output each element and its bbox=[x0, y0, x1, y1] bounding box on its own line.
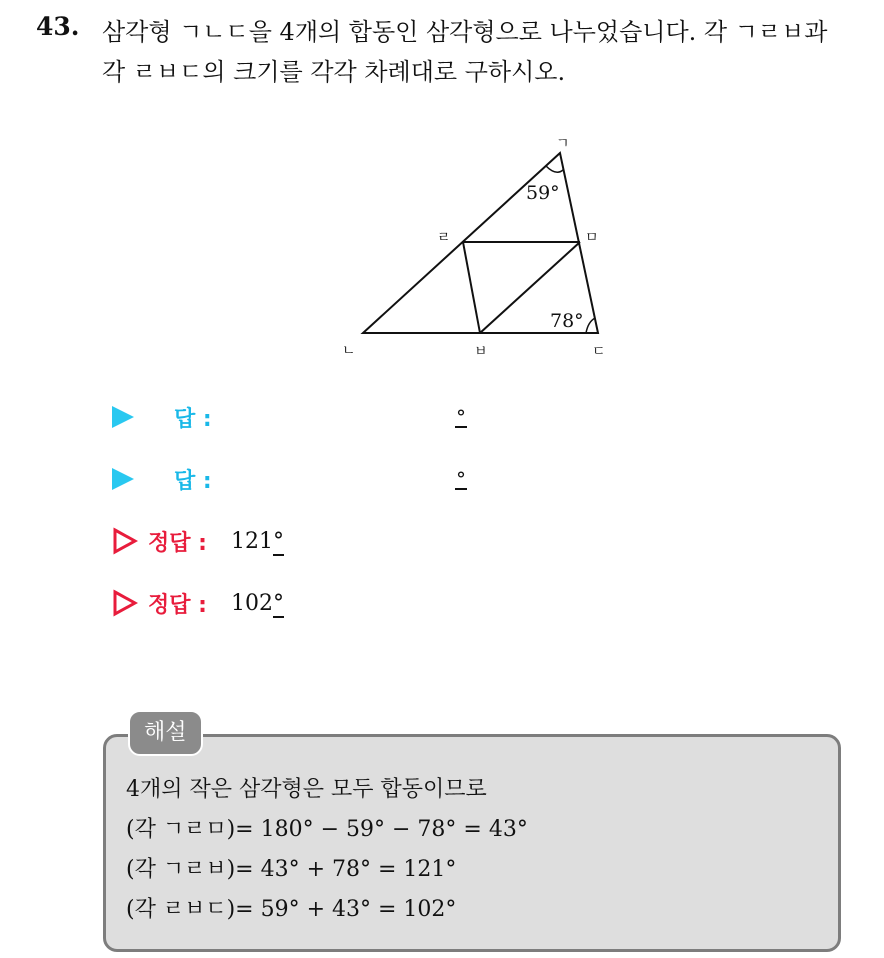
vertex-label-g: ㄱ bbox=[556, 136, 570, 152]
explanation-text bbox=[126, 770, 528, 930]
answer-label: 답 : bbox=[174, 468, 212, 494]
question-line: 각 ㄹㅂㄷ의 크기를 각각 차례대로 구하시오. bbox=[102, 58, 566, 86]
vertex-label-r: ㄹ bbox=[437, 230, 451, 246]
vertex-label-m: ㅁ bbox=[585, 230, 599, 246]
correct-value: 102° bbox=[230, 590, 284, 616]
answer-arrow-icon bbox=[112, 468, 134, 490]
correct-arrow-icon bbox=[112, 527, 138, 555]
vertex-label-n: ㄴ bbox=[342, 343, 356, 359]
vertex-label-b: ㅂ bbox=[474, 344, 488, 360]
angle-arc-top bbox=[546, 166, 563, 172]
answer-row bbox=[112, 462, 212, 496]
segment-r-b bbox=[463, 242, 480, 333]
correct-answer-row bbox=[112, 586, 284, 620]
angle-label-top: 59° bbox=[526, 182, 560, 204]
correct-label: 정답 : bbox=[148, 530, 207, 556]
explanation-tab: 해설 bbox=[128, 710, 203, 756]
explanation-line: (각 ㄹㅂㄷ)= 59° + 43° = 102° bbox=[126, 897, 457, 922]
question-number: 43. bbox=[36, 12, 80, 41]
explanation-line: (각 ㄱㄹㅁ)= 180° − 59° − 78° = 43° bbox=[126, 817, 528, 842]
answer-label: 답 : bbox=[174, 406, 212, 432]
explanation-line: (각 ㄱㄹㅂ)= 43° + 78° = 121° bbox=[126, 857, 457, 882]
angle-arc-bottom bbox=[586, 318, 595, 333]
correct-arrow-icon bbox=[112, 589, 138, 617]
question-line: 삼각형 ㄱㄴㄷ을 4개의 합동인 삼각형으로 나누었습니다. 각 ㄱㄹㅂ과 bbox=[102, 18, 828, 46]
correct-label: 정답 : bbox=[148, 592, 207, 618]
explanation-line: 4개의 작은 삼각형은 모두 합동이므로 bbox=[126, 777, 487, 802]
vertex-label-d: ㄷ bbox=[592, 344, 606, 360]
answer-row bbox=[112, 400, 212, 434]
answer-blank[interactable]: ° bbox=[456, 405, 466, 429]
angle-label-bottom: 78° bbox=[550, 310, 584, 332]
answer-arrow-icon bbox=[112, 406, 134, 428]
triangle-figure bbox=[330, 130, 630, 370]
correct-value: 121° bbox=[230, 528, 284, 554]
correct-answer-row bbox=[112, 524, 284, 558]
question-text bbox=[102, 12, 872, 92]
answer-blank[interactable]: ° bbox=[456, 467, 466, 491]
